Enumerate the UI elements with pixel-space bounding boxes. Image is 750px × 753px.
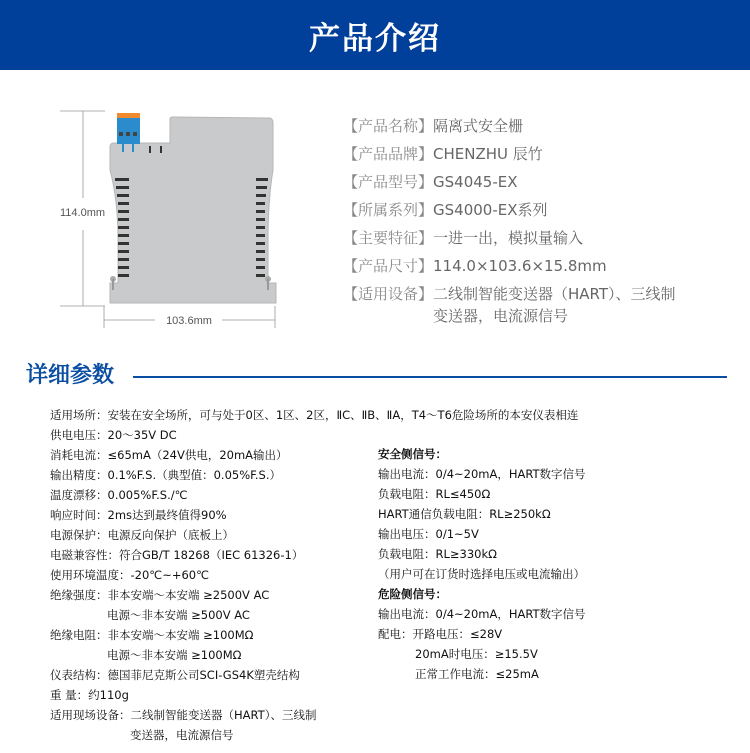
spec-line: 供电电压：20～35V DC bbox=[50, 428, 177, 442]
spec-line: 输出精度：0.1%F.S.（典型值：0.05%F.S.） bbox=[50, 468, 282, 482]
info-value: 114.0×103.6×15.8mm bbox=[433, 257, 607, 275]
info-label: 【主要特征】 bbox=[343, 229, 434, 247]
spec-line: 适用现场设备：二线制智能变送器（HART）、三线制 bbox=[50, 708, 317, 722]
info-label: 【产品名称】 bbox=[343, 117, 434, 135]
info-label: 【产品尺寸】 bbox=[343, 257, 434, 275]
info-label: 【所属系列】 bbox=[343, 201, 434, 219]
spec-line: 绝缘强度：非本安端～本安端 ≥2500V AC bbox=[50, 588, 270, 602]
spec-line: 仪表结构：德国菲尼克斯公司SCI-GS4K塑壳结构 bbox=[50, 668, 300, 682]
spec-line: 电源～非本安端 ≥100MΩ bbox=[107, 648, 242, 662]
spec-line: 负载电阻：RL≥330kΩ bbox=[378, 547, 497, 561]
info-value: GS4045-EX bbox=[433, 173, 518, 191]
spec-line: 正常工作电流：≤25mA bbox=[415, 667, 539, 681]
info-value: 二线制智能变送器（HART）、三线制 bbox=[433, 285, 676, 303]
spec-line: 消耗电流：≤65mA（24V供电，20mA输出） bbox=[50, 448, 288, 462]
spec-line: 电磁兼容性：符合GB/T 18268（IEC 61326-1） bbox=[50, 548, 304, 562]
spec-heading: 危险侧信号： bbox=[378, 587, 447, 601]
spec-line: 使用环境温度：-20℃~+60℃ bbox=[50, 568, 210, 582]
spec-line: 输出电流：0/4~20mA，HART数字信号 bbox=[378, 607, 586, 621]
spec-line: 配电：开路电压：≤28V bbox=[378, 627, 503, 641]
info-value: CHENZHU 辰竹 bbox=[433, 145, 543, 163]
details-title: 详细参数 bbox=[26, 363, 115, 388]
info-row bbox=[343, 199, 676, 227]
spec-line: 重 量：约110g bbox=[50, 688, 129, 702]
spec-line: 20mA时电压：≥15.5V bbox=[415, 647, 538, 661]
spec-line: 电源～非本安端 ≥500V AC bbox=[107, 608, 250, 622]
divider bbox=[133, 376, 727, 378]
spec-line: （用户可在订货时选择电压或电流输出） bbox=[378, 567, 585, 581]
spec-line: 适用场所：安装在安全场所，可与处于0区、1区、2区，ⅡC、ⅡB、ⅡA，T4～T6危险场所的本安仪表相连 bbox=[50, 408, 579, 422]
spec-line: 绝缘电阻：非本安端～本安端 ≥100MΩ bbox=[50, 628, 254, 642]
details-section-header bbox=[26, 358, 114, 389]
info-row bbox=[343, 227, 676, 255]
header-banner bbox=[0, 0, 750, 70]
product-image bbox=[40, 100, 300, 344]
info-row bbox=[343, 143, 676, 171]
info-row bbox=[343, 115, 676, 143]
info-row bbox=[343, 171, 676, 199]
info-value: 一进一出，模拟量输入 bbox=[433, 229, 584, 247]
spec-line: 响应时间：2ms达到最终值得90% bbox=[50, 508, 227, 522]
info-label: 【产品型号】 bbox=[343, 173, 434, 191]
spec-line: 电源保护：电源反向保护（底板上） bbox=[50, 528, 234, 542]
height-dimension: 114.0mm bbox=[60, 207, 106, 219]
spec-line: 负载电阻：RL≤450Ω bbox=[378, 487, 491, 501]
spec-line: 输出电流：0/4~20mA，HART数字信号 bbox=[378, 467, 586, 481]
spec-line: 温度漂移：0.005%F.S./℃ bbox=[50, 488, 188, 502]
details-right-column bbox=[378, 444, 586, 684]
width-dimension: 103.6mm bbox=[166, 315, 212, 327]
info-label: 【适用设备】 bbox=[343, 285, 434, 303]
info-row bbox=[343, 255, 676, 283]
page-title: 产品介绍 bbox=[309, 20, 441, 57]
spec-line: HART通信负载电阻：RL≥250kΩ bbox=[378, 507, 551, 521]
info-row-continued: 变送器，电流源信号 bbox=[433, 307, 569, 325]
spec-line: 变送器，电流源信号 bbox=[130, 728, 234, 742]
product-info bbox=[343, 115, 676, 333]
info-value: 隔离式安全栅 bbox=[433, 117, 524, 135]
info-label: 【产品品牌】 bbox=[343, 145, 434, 163]
spec-heading: 安全侧信号： bbox=[378, 447, 447, 461]
spec-line: 输出电压：0/1~5V bbox=[378, 527, 479, 541]
info-value: GS4000-EX系列 bbox=[433, 201, 548, 219]
